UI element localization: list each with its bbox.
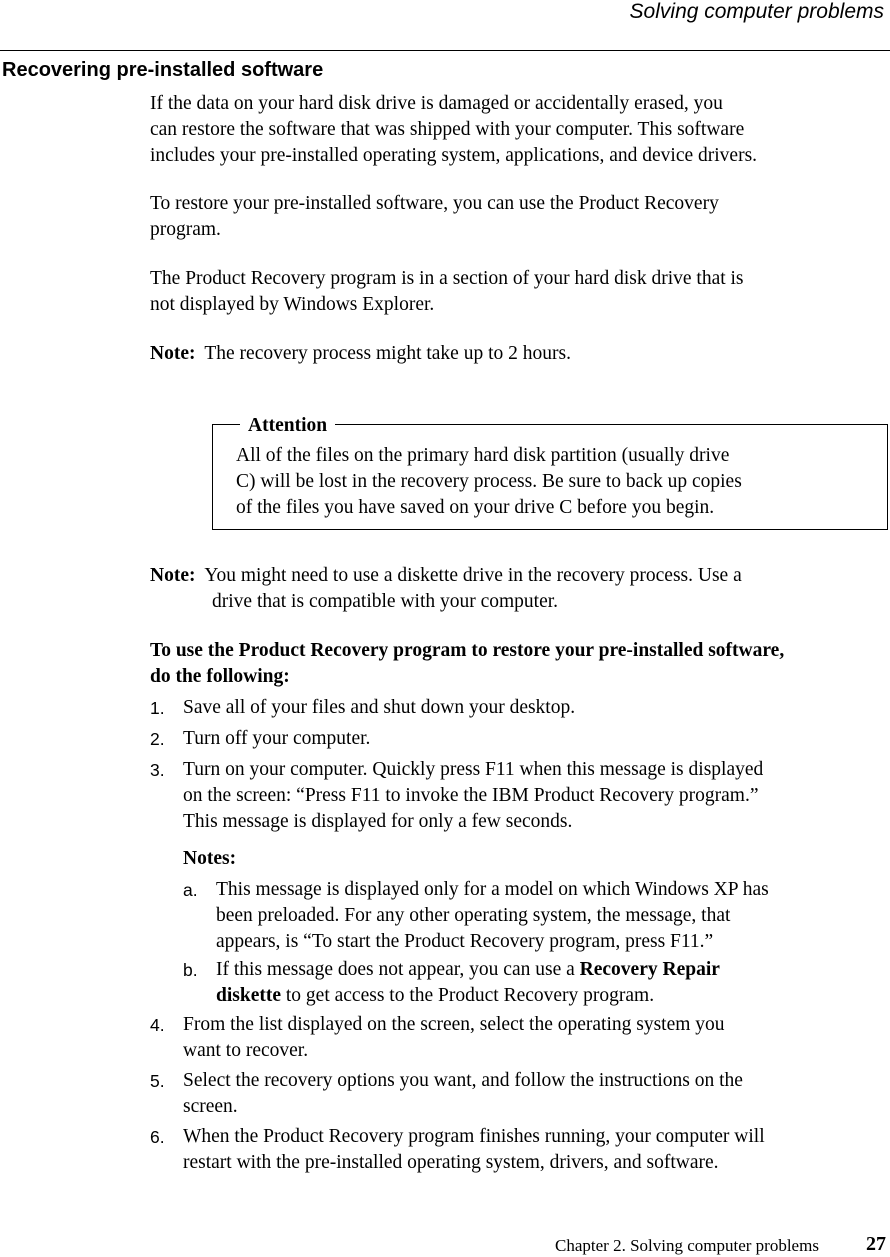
text-run: to get access to the Product Recovery program. bbox=[281, 985, 655, 1006]
text-line: From the list displayed on the screen, select the operating system you bbox=[183, 1014, 725, 1035]
running-header: Solving computer problems bbox=[629, 0, 884, 23]
text-line bbox=[216, 983, 888, 1009]
text-line: can restore the software that was shipped with your computer. This software bbox=[150, 119, 745, 140]
text-line: To restore your pre-installed software, you can use the Product Recovery bbox=[150, 193, 719, 214]
header-rule bbox=[0, 50, 890, 51]
attention-label: Attention bbox=[240, 414, 335, 438]
text-line: screen. bbox=[183, 1096, 238, 1117]
step-text bbox=[183, 1124, 888, 1176]
text-line: Save all of your files and shut down your desktop. bbox=[183, 697, 576, 718]
text-line: The Product Recovery program is in a section of your hard disk drive that is bbox=[150, 268, 744, 289]
note-label: Note: bbox=[150, 565, 196, 586]
step-text bbox=[183, 1068, 888, 1120]
text-line: Turn on your computer. Quickly press F11 when this message is displayed bbox=[183, 759, 764, 780]
text-line: To use the Product Recovery program to restore your pre-installed software, bbox=[150, 640, 785, 661]
text-line bbox=[216, 957, 888, 983]
subnote-letter: a. bbox=[183, 880, 198, 900]
note-diskette bbox=[150, 563, 890, 589]
text-line: want to recover. bbox=[183, 1040, 309, 1061]
note-label: Note: bbox=[150, 343, 196, 364]
text-line: do the following: bbox=[150, 666, 290, 687]
footer-chapter: Chapter 2. Solving computer problems bbox=[555, 1236, 819, 1255]
step-text bbox=[183, 757, 888, 835]
notes-label: Notes: bbox=[183, 848, 237, 869]
note-duration bbox=[150, 341, 890, 367]
diskette-term: diskette bbox=[216, 985, 281, 1006]
text-line: Select the recovery options you want, and follow the instructions on the bbox=[183, 1070, 743, 1091]
recovery-repair-term: Recovery Repair bbox=[579, 959, 720, 980]
step-number: 2. bbox=[150, 729, 165, 749]
text-line: restart with the pre-installed operating system, drivers, and software. bbox=[183, 1152, 719, 1173]
step-text bbox=[183, 695, 888, 721]
text-line: been preloaded. For any other operating system, the message, that bbox=[216, 905, 731, 926]
subnote-text bbox=[216, 957, 888, 1009]
paragraph-location bbox=[150, 266, 890, 318]
subnote-letter: b. bbox=[183, 960, 198, 980]
paragraph-restore bbox=[150, 191, 890, 243]
text-line: This message is displayed for only a few seconds. bbox=[183, 811, 573, 832]
procedure-heading bbox=[150, 638, 890, 690]
text-line: program. bbox=[150, 219, 221, 240]
step-number: 4. bbox=[150, 1015, 165, 1035]
text-line: on the screen: “Press F11 to invoke the IBM Product Recovery program.” bbox=[183, 785, 759, 806]
step-number: 1. bbox=[150, 698, 165, 718]
text-line: When the Product Recovery program finishes running, your computer will bbox=[183, 1126, 765, 1147]
text-line: All of the files on the primary hard disk partition (usually drive bbox=[236, 445, 730, 466]
text-line: not displayed by Windows Explorer. bbox=[150, 294, 435, 315]
step-text bbox=[183, 1012, 888, 1064]
step-number: 5. bbox=[150, 1071, 165, 1091]
text-run: If this message does not appear, you can use a bbox=[216, 959, 580, 980]
text-line: appears, is “To start the Product Recovery program, press F11.” bbox=[216, 931, 714, 952]
text-line: This message is displayed only for a model on which Windows XP has bbox=[216, 879, 769, 900]
text-line: of the files you have saved on your drive C before you begin. bbox=[236, 497, 715, 518]
text-line: Turn off your computer. bbox=[183, 728, 371, 749]
text-line: C) will be lost in the recovery process. Be sure to back up copies bbox=[236, 471, 742, 492]
page-number: 27 bbox=[866, 1233, 886, 1255]
text-line: includes your pre-installed operating system, applications, and device drivers. bbox=[150, 145, 758, 166]
section-title: Recovering pre-installed software bbox=[2, 59, 324, 81]
note-diskette-continued: drive that is compatible with your computer. bbox=[212, 591, 559, 612]
step-number: 3. bbox=[150, 760, 165, 780]
note-text: The recovery process might take up to 2 hours. bbox=[204, 343, 571, 364]
note-text: You might need to use a diskette drive in the recovery process. Use a bbox=[204, 565, 742, 586]
text-line: If the data on your hard disk drive is damaged or accidentally erased, you bbox=[150, 93, 723, 114]
step-number: 6. bbox=[150, 1127, 165, 1147]
step-text bbox=[183, 726, 888, 752]
attention-text bbox=[236, 443, 856, 521]
subnote-text bbox=[216, 877, 888, 955]
paragraph-intro bbox=[150, 91, 890, 169]
